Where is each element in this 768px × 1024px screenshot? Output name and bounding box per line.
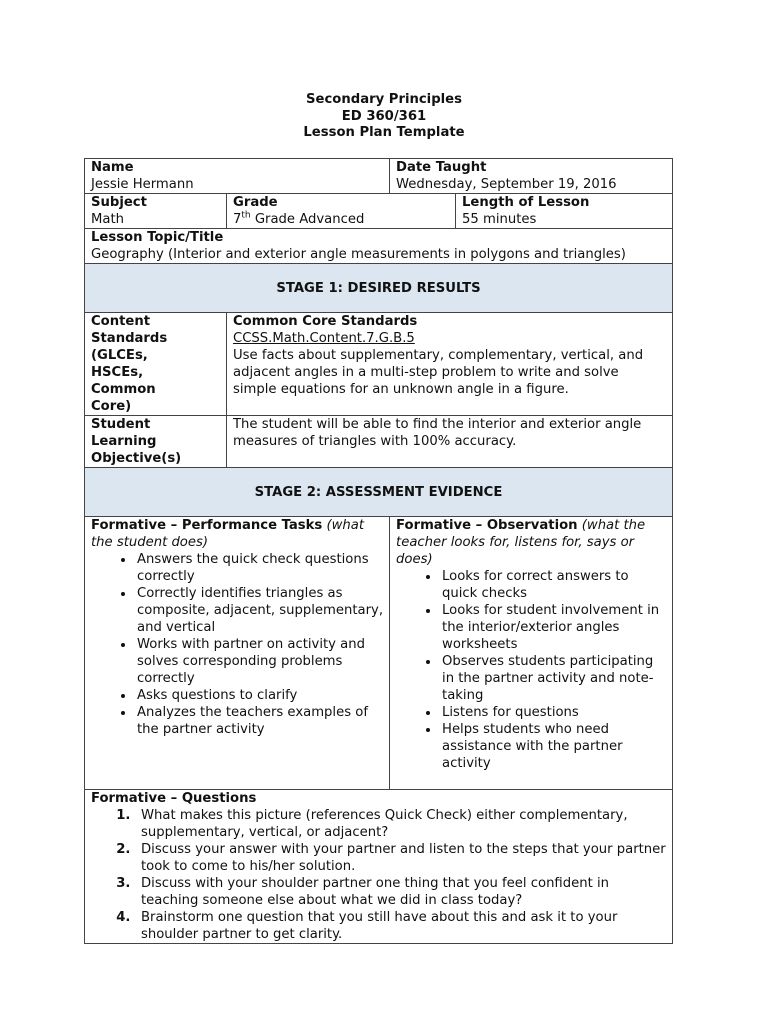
length-value: 55 minutes: [462, 212, 537, 227]
list-item: • Observes students participating in the partner activity and note-taking: [440, 653, 666, 704]
stage2-title: STAGE 2: ASSESSMENT EVIDENCE: [85, 468, 673, 517]
ccs-text: Use facts about supplementary, complementary, vertical, and adjacent angles in a multi-step problem to write and solve simple equations for an unknown angle in a figure.: [233, 348, 644, 397]
grade-cell: [227, 194, 456, 229]
performance-heading: [91, 517, 383, 551]
template-title: Lesson Plan Template: [303, 125, 465, 140]
grade-value: [233, 211, 449, 228]
list-item: • Helps students who need assistance with the partner activity: [440, 721, 666, 772]
slo-label-cell: [85, 416, 227, 468]
slo-cell: [227, 416, 673, 468]
course-title: Secondary Principles: [306, 92, 462, 107]
subject-grade-row: [85, 194, 673, 229]
name-value: Jessie Hermann: [91, 177, 194, 192]
list-item: • Looks for correct answers to quick checks: [440, 568, 666, 602]
date-cell: [390, 159, 673, 194]
slo-label: Student Learning Objective(s): [91, 417, 182, 466]
topic-cell: [85, 229, 673, 264]
questions-cell: [85, 790, 673, 944]
length-label: Length of Lesson: [462, 195, 590, 210]
performance-cell: [85, 517, 390, 790]
content-standards-cell: [227, 313, 673, 416]
name-cell: [85, 159, 390, 194]
topic-label: Lesson Topic/Title: [91, 230, 224, 245]
subject-cell: [85, 194, 227, 229]
questions-label: Formative – Questions: [91, 791, 257, 806]
grade-label: Grade: [233, 195, 278, 210]
list-item: • Analyzes the teachers examples of the partner activity: [135, 704, 383, 738]
name-date-row: [85, 159, 673, 194]
list-item: 4. Brainstorm one question that you still have about this and ask it to your shoulder partner to get clarity.: [135, 909, 666, 943]
topic-row: [85, 229, 673, 264]
content-standards-label: Content Standards (GLCEs, HSCEs, Common Core): [91, 314, 168, 414]
stage1-title: STAGE 1: DESIRED RESULTS: [85, 264, 673, 313]
slo-text: The student will be able to find the interior and exterior angle measures of triangles with 100% accuracy.: [233, 417, 642, 449]
slo-row: [85, 416, 673, 468]
list-item: • Looks for student involvement in the interior/exterior angles worksheets: [440, 602, 666, 653]
list-item: • Works with partner on activity and solves corresponding problems correctly: [135, 636, 383, 687]
stage2-row: [85, 468, 673, 517]
name-label: Name: [91, 160, 134, 175]
performance-label: Formative – Performance Tasks: [91, 518, 323, 533]
list-item: • Asks questions to clarify: [135, 687, 383, 704]
grade-text: Grade Advanced: [250, 212, 365, 227]
stage1-row: [85, 264, 673, 313]
questions-list: [91, 807, 666, 943]
document-header: [0, 92, 768, 142]
lesson-plan-table: [84, 158, 673, 944]
questions-row: [85, 790, 673, 944]
performance-note: (what the student does): [91, 518, 365, 550]
content-standards-label-cell: [85, 313, 227, 416]
course-number: ED 360/361: [341, 108, 427, 124]
list-item: 3. Discuss with your shoulder partner one thing that you feel confident in teaching someone else about what we did in class today?: [135, 875, 666, 909]
observation-cell: [390, 517, 673, 790]
grade-suffix: th: [241, 210, 251, 221]
subject-value: Math: [91, 212, 124, 227]
observation-list: [396, 568, 666, 772]
performance-list: [91, 551, 383, 738]
list-item: • Listens for questions: [440, 704, 666, 721]
date-value: Wednesday, September 19, 2016: [396, 177, 617, 192]
observation-heading: [396, 517, 666, 568]
content-standards-row: [85, 313, 673, 416]
list-item: 1. What makes this picture (references Quick Check) either complementary, supplementary, vertical, or adjacent?: [135, 807, 666, 841]
observation-note: (what the teacher looks for, listens for, says or does): [396, 518, 646, 567]
list-item: • Answers the quick check questions correctly: [135, 551, 383, 585]
length-cell: [456, 194, 673, 229]
ccs-code-link[interactable]: CCSS.Math.Content.7.G.B.5: [233, 331, 415, 346]
formative-row: [85, 517, 673, 790]
date-label: Date Taught: [396, 160, 487, 175]
subject-label: Subject: [91, 195, 147, 210]
ccs-label: Common Core Standards: [233, 314, 418, 329]
topic-value: Geography (Interior and exterior angle measurements in polygons and triangles): [91, 247, 626, 262]
list-item: • Correctly identifies triangles as composite, adjacent, supplementary, and vertical: [135, 585, 383, 636]
observation-label: Formative – Observation: [396, 518, 578, 533]
list-item: 2. Discuss your answer with your partner and listen to the steps that your partner took to come to his/her solution.: [135, 841, 666, 875]
grade-number: 7: [233, 212, 242, 227]
